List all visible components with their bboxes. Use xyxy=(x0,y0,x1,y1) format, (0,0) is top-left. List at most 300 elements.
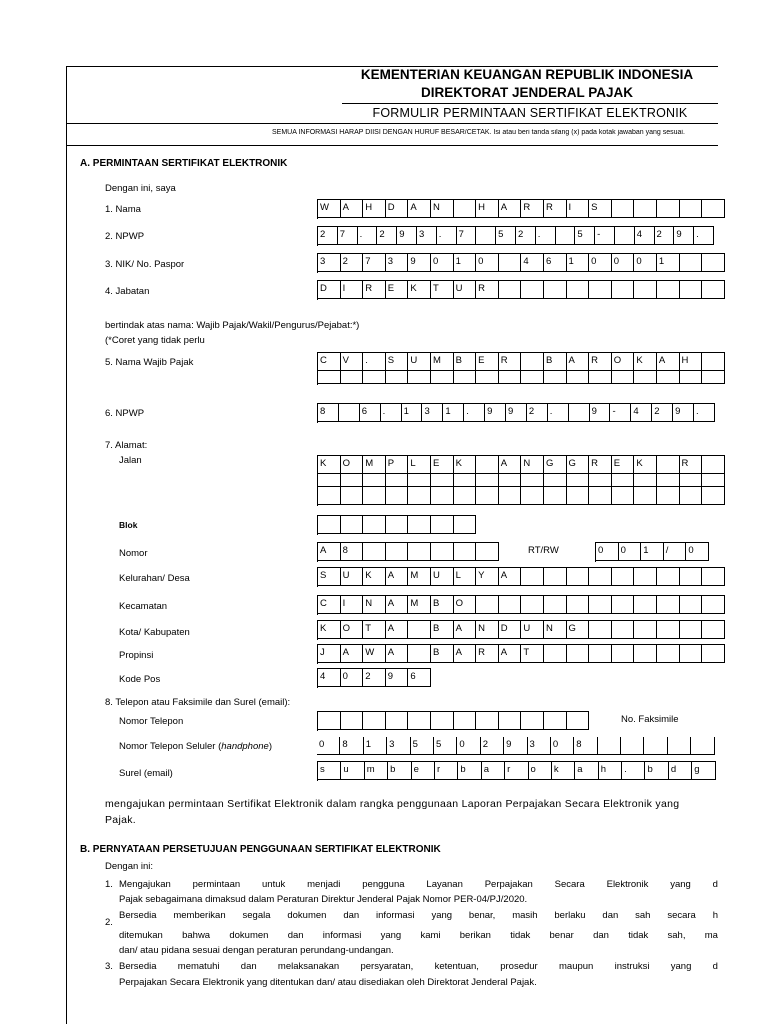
char-box[interactable] xyxy=(680,469,703,487)
char-box[interactable]: S xyxy=(589,200,612,218)
char-box[interactable]: 5 xyxy=(575,227,595,245)
char-box[interactable]: 7 xyxy=(338,227,358,245)
char-box[interactable] xyxy=(668,737,691,755)
char-box[interactable]: 9 xyxy=(590,404,611,422)
char-box[interactable] xyxy=(680,366,703,384)
char-box[interactable]: e xyxy=(412,762,435,780)
char-box[interactable]: R xyxy=(476,281,499,299)
char-box[interactable] xyxy=(634,596,657,614)
char-box[interactable]: 0 xyxy=(457,737,480,755)
char-box[interactable]: A xyxy=(499,645,522,663)
char-box[interactable]: C xyxy=(318,353,341,371)
char-box[interactable] xyxy=(476,469,499,487)
char-box[interactable]: A xyxy=(341,645,364,663)
char-box[interactable]: u xyxy=(341,762,364,780)
char-box[interactable] xyxy=(567,568,590,586)
char-box[interactable] xyxy=(431,469,454,487)
char-box[interactable]: 8 xyxy=(318,404,339,422)
char-box[interactable] xyxy=(476,366,499,384)
char-box[interactable] xyxy=(589,596,612,614)
char-box[interactable]: T xyxy=(521,645,544,663)
char-box[interactable] xyxy=(318,487,341,505)
char-box[interactable] xyxy=(598,737,621,755)
rtrw-boxes[interactable] xyxy=(595,542,709,562)
char-box[interactable]: . xyxy=(363,353,386,371)
char-box[interactable]: M xyxy=(431,353,454,371)
char-box[interactable] xyxy=(386,516,409,534)
char-box[interactable]: U xyxy=(408,353,431,371)
char-box[interactable] xyxy=(408,645,431,663)
char-box[interactable]: 3 xyxy=(422,404,443,422)
char-box[interactable]: K xyxy=(318,456,341,474)
char-box[interactable]: P xyxy=(386,456,409,474)
char-box[interactable] xyxy=(702,469,725,487)
char-box[interactable] xyxy=(680,596,703,614)
char-box[interactable] xyxy=(363,469,386,487)
char-box[interactable] xyxy=(680,200,703,218)
char-box[interactable]: G xyxy=(567,456,590,474)
char-box[interactable]: M xyxy=(363,456,386,474)
char-box[interactable]: o xyxy=(529,762,552,780)
char-box[interactable]: 0 xyxy=(686,543,709,561)
char-box[interactable]: O xyxy=(454,596,477,614)
char-box[interactable]: E xyxy=(612,456,635,474)
char-box[interactable]: S xyxy=(318,568,341,586)
char-box[interactable]: N xyxy=(544,621,567,639)
char-box[interactable] xyxy=(339,404,360,422)
char-box[interactable]: - xyxy=(610,404,631,422)
char-box[interactable]: . xyxy=(694,404,715,422)
char-box[interactable]: 8 xyxy=(341,543,364,561)
char-box[interactable] xyxy=(408,487,431,505)
char-box[interactable] xyxy=(499,469,522,487)
char-box[interactable] xyxy=(318,366,341,384)
char-box[interactable] xyxy=(680,645,703,663)
char-box[interactable] xyxy=(386,366,409,384)
char-box[interactable]: R xyxy=(589,456,612,474)
char-box[interactable]: 4 xyxy=(631,404,652,422)
char-box[interactable] xyxy=(691,737,714,755)
char-box[interactable]: S xyxy=(386,353,409,371)
char-box[interactable] xyxy=(657,568,680,586)
char-box[interactable]: K xyxy=(318,621,341,639)
char-box[interactable]: s xyxy=(318,762,341,780)
char-box[interactable]: A xyxy=(499,200,522,218)
char-box[interactable]: E xyxy=(476,353,499,371)
char-box[interactable] xyxy=(431,487,454,505)
char-box[interactable]: 2 xyxy=(652,404,673,422)
char-box[interactable]: D xyxy=(499,621,522,639)
char-box[interactable] xyxy=(612,469,635,487)
char-box[interactable] xyxy=(612,568,635,586)
char-box[interactable]: k xyxy=(552,762,575,780)
char-box[interactable] xyxy=(431,543,454,561)
char-box[interactable]: R xyxy=(544,200,567,218)
char-box[interactable]: G xyxy=(567,621,590,639)
char-box[interactable] xyxy=(386,487,409,505)
char-box[interactable]: 3 xyxy=(386,254,409,272)
char-box[interactable] xyxy=(567,645,590,663)
npwp-boxes[interactable] xyxy=(317,226,714,246)
char-box[interactable]: E xyxy=(386,281,409,299)
char-box[interactable] xyxy=(634,469,657,487)
char-box[interactable]: a xyxy=(482,762,505,780)
char-box[interactable]: 6 xyxy=(408,669,431,687)
char-box[interactable]: 0 xyxy=(596,543,619,561)
char-box[interactable] xyxy=(702,200,725,218)
char-box[interactable]: E xyxy=(431,456,454,474)
char-box[interactable] xyxy=(521,469,544,487)
char-box[interactable]: 2 xyxy=(341,254,364,272)
char-box[interactable] xyxy=(499,281,522,299)
kecamatan-boxes[interactable] xyxy=(317,595,725,615)
char-box[interactable] xyxy=(499,712,522,730)
char-box[interactable]: 5 xyxy=(496,227,516,245)
char-box[interactable] xyxy=(544,568,567,586)
char-box[interactable] xyxy=(657,200,680,218)
char-box[interactable]: 1 xyxy=(364,737,387,755)
char-box[interactable]: K xyxy=(408,281,431,299)
char-box[interactable]: K xyxy=(454,456,477,474)
char-box[interactable] xyxy=(318,516,341,534)
char-box[interactable] xyxy=(612,366,635,384)
char-box[interactable] xyxy=(476,712,499,730)
char-box[interactable] xyxy=(702,645,725,663)
char-box[interactable]: B xyxy=(544,353,567,371)
char-box[interactable]: 2 xyxy=(481,737,504,755)
char-box[interactable] xyxy=(363,487,386,505)
char-box[interactable]: h xyxy=(599,762,622,780)
char-box[interactable]: A xyxy=(657,353,680,371)
jalan-boxes-row2[interactable] xyxy=(317,469,725,488)
char-box[interactable] xyxy=(702,254,725,272)
char-box[interactable]: O xyxy=(341,456,364,474)
char-box[interactable] xyxy=(454,487,477,505)
char-box[interactable] xyxy=(680,281,703,299)
char-box[interactable] xyxy=(567,469,590,487)
char-box[interactable]: U xyxy=(431,568,454,586)
char-box[interactable] xyxy=(657,469,680,487)
nama-wp-boxes-row2[interactable] xyxy=(317,366,725,385)
char-box[interactable]: A xyxy=(567,353,590,371)
char-box[interactable] xyxy=(341,516,364,534)
char-box[interactable] xyxy=(341,487,364,505)
char-box[interactable] xyxy=(521,281,544,299)
char-box[interactable]: G xyxy=(544,456,567,474)
char-box[interactable]: C xyxy=(318,596,341,614)
char-box[interactable]: 1 xyxy=(402,404,423,422)
char-box[interactable] xyxy=(612,281,635,299)
char-box[interactable] xyxy=(408,516,431,534)
char-box[interactable]: 0 xyxy=(589,254,612,272)
char-box[interactable]: N xyxy=(476,621,499,639)
char-box[interactable]: 4 xyxy=(318,669,341,687)
char-box[interactable]: b xyxy=(458,762,481,780)
char-box[interactable]: M xyxy=(408,596,431,614)
nama-boxes[interactable] xyxy=(317,199,725,219)
char-box[interactable] xyxy=(634,200,657,218)
char-box[interactable]: 8 xyxy=(340,737,363,755)
char-box[interactable] xyxy=(657,596,680,614)
char-box[interactable]: A xyxy=(386,645,409,663)
char-box[interactable]: T xyxy=(363,621,386,639)
char-box[interactable] xyxy=(476,227,496,245)
char-box[interactable] xyxy=(521,568,544,586)
char-box[interactable] xyxy=(499,254,522,272)
char-box[interactable]: N xyxy=(363,596,386,614)
char-box[interactable] xyxy=(612,645,635,663)
char-box[interactable]: 6 xyxy=(544,254,567,272)
char-box[interactable] xyxy=(702,621,725,639)
char-box[interactable] xyxy=(363,712,386,730)
char-box[interactable]: 7 xyxy=(457,227,477,245)
char-box[interactable]: A xyxy=(386,568,409,586)
char-box[interactable]: 1 xyxy=(657,254,680,272)
char-box[interactable] xyxy=(386,543,409,561)
char-box[interactable]: B xyxy=(431,645,454,663)
char-box[interactable] xyxy=(408,366,431,384)
char-box[interactable] xyxy=(341,712,364,730)
char-box[interactable] xyxy=(702,281,725,299)
nik-boxes[interactable] xyxy=(317,253,725,273)
char-box[interactable]: 1 xyxy=(454,254,477,272)
char-box[interactable]: 2 xyxy=(363,669,386,687)
char-box[interactable]: 4 xyxy=(635,227,655,245)
char-box[interactable] xyxy=(454,712,477,730)
char-box[interactable] xyxy=(657,281,680,299)
char-box[interactable] xyxy=(544,469,567,487)
char-box[interactable] xyxy=(544,712,567,730)
char-box[interactable] xyxy=(634,487,657,505)
char-box[interactable] xyxy=(567,712,590,730)
char-box[interactable] xyxy=(657,366,680,384)
char-box[interactable]: O xyxy=(341,621,364,639)
char-box[interactable]: B xyxy=(431,596,454,614)
char-box[interactable]: 9 xyxy=(504,737,527,755)
char-box[interactable]: J xyxy=(318,645,341,663)
char-box[interactable]: A xyxy=(499,568,522,586)
char-box[interactable]: r xyxy=(435,762,458,780)
char-box[interactable]: B xyxy=(431,621,454,639)
char-box[interactable]: . xyxy=(536,227,556,245)
char-box[interactable]: W xyxy=(363,645,386,663)
char-box[interactable]: . xyxy=(622,762,645,780)
char-box[interactable]: 4 xyxy=(521,254,544,272)
char-box[interactable]: W xyxy=(318,200,341,218)
char-box[interactable]: . xyxy=(437,227,457,245)
char-box[interactable]: A xyxy=(386,621,409,639)
char-box[interactable]: 9 xyxy=(485,404,506,422)
char-box[interactable]: N xyxy=(431,200,454,218)
char-box[interactable]: R xyxy=(476,645,499,663)
char-box[interactable]: 9 xyxy=(386,669,409,687)
char-box[interactable] xyxy=(612,200,635,218)
seluler-boxes[interactable] xyxy=(317,737,715,756)
char-box[interactable]: 0 xyxy=(431,254,454,272)
jalan-boxes-row3[interactable] xyxy=(317,487,725,506)
char-box[interactable]: d xyxy=(669,762,692,780)
kelurahan-boxes[interactable] xyxy=(317,567,725,587)
char-box[interactable]: T xyxy=(431,281,454,299)
char-box[interactable] xyxy=(634,568,657,586)
char-box[interactable] xyxy=(657,487,680,505)
char-box[interactable] xyxy=(621,737,644,755)
char-box[interactable] xyxy=(341,469,364,487)
char-box[interactable]: . xyxy=(694,227,714,245)
char-box[interactable]: 3 xyxy=(318,254,341,272)
char-box[interactable] xyxy=(318,469,341,487)
char-box[interactable] xyxy=(408,621,431,639)
char-box[interactable] xyxy=(657,645,680,663)
char-box[interactable]: 5 xyxy=(411,737,434,755)
char-box[interactable]: 9 xyxy=(397,227,417,245)
char-box[interactable] xyxy=(408,712,431,730)
char-box[interactable] xyxy=(680,487,703,505)
char-box[interactable] xyxy=(634,645,657,663)
char-box[interactable] xyxy=(567,596,590,614)
char-box[interactable]: 2 xyxy=(527,404,548,422)
char-box[interactable]: g xyxy=(692,762,715,780)
char-box[interactable] xyxy=(341,366,364,384)
char-box[interactable]: / xyxy=(664,543,687,561)
char-box[interactable]: 0 xyxy=(341,669,364,687)
char-box[interactable]: 2 xyxy=(655,227,675,245)
char-box[interactable]: K xyxy=(634,456,657,474)
char-box[interactable] xyxy=(680,254,703,272)
char-box[interactable]: I xyxy=(341,596,364,614)
char-box[interactable] xyxy=(567,366,590,384)
char-box[interactable] xyxy=(454,469,477,487)
char-box[interactable] xyxy=(544,645,567,663)
blok-boxes[interactable] xyxy=(317,515,476,535)
char-box[interactable] xyxy=(634,366,657,384)
char-box[interactable] xyxy=(657,621,680,639)
char-box[interactable]: 3 xyxy=(528,737,551,755)
npwp-wp-boxes[interactable] xyxy=(317,403,715,423)
char-box[interactable] xyxy=(363,543,386,561)
kodepos-boxes[interactable] xyxy=(317,668,431,688)
char-box[interactable]: . xyxy=(381,404,402,422)
char-box[interactable]: 7 xyxy=(363,254,386,272)
char-box[interactable] xyxy=(702,568,725,586)
char-box[interactable]: 1 xyxy=(641,543,664,561)
char-box[interactable]: b xyxy=(388,762,411,780)
char-box[interactable]: O xyxy=(612,353,635,371)
kota-boxes[interactable] xyxy=(317,620,725,640)
char-box[interactable]: A xyxy=(454,645,477,663)
char-box[interactable]: 8 xyxy=(574,737,597,755)
char-box[interactable] xyxy=(499,487,522,505)
char-box[interactable] xyxy=(431,516,454,534)
char-box[interactable]: 6 xyxy=(360,404,381,422)
char-box[interactable]: I xyxy=(341,281,364,299)
char-box[interactable]: A xyxy=(386,596,409,614)
char-box[interactable] xyxy=(499,366,522,384)
char-box[interactable] xyxy=(454,366,477,384)
char-box[interactable] xyxy=(318,712,341,730)
char-box[interactable] xyxy=(589,621,612,639)
char-box[interactable]: K xyxy=(363,568,386,586)
char-box[interactable]: R xyxy=(363,281,386,299)
char-box[interactable]: I xyxy=(567,200,590,218)
char-box[interactable] xyxy=(634,621,657,639)
char-box[interactable]: 2 xyxy=(516,227,536,245)
char-box[interactable] xyxy=(556,227,576,245)
char-box[interactable] xyxy=(567,281,590,299)
char-box[interactable] xyxy=(363,516,386,534)
char-box[interactable]: Y xyxy=(476,568,499,586)
char-box[interactable] xyxy=(589,281,612,299)
char-box[interactable] xyxy=(386,469,409,487)
char-box[interactable]: U xyxy=(521,621,544,639)
char-box[interactable] xyxy=(589,645,612,663)
char-box[interactable]: 9 xyxy=(674,227,694,245)
char-box[interactable] xyxy=(363,366,386,384)
char-box[interactable] xyxy=(386,712,409,730)
char-box[interactable] xyxy=(408,543,431,561)
char-box[interactable] xyxy=(702,487,725,505)
char-box[interactable]: N xyxy=(521,456,544,474)
char-box[interactable]: 1 xyxy=(443,404,464,422)
char-box[interactable] xyxy=(644,737,667,755)
char-box[interactable] xyxy=(521,366,544,384)
char-box[interactable] xyxy=(567,487,590,505)
char-box[interactable] xyxy=(431,712,454,730)
char-box[interactable] xyxy=(476,487,499,505)
char-box[interactable] xyxy=(476,596,499,614)
char-box[interactable]: - xyxy=(595,227,615,245)
char-box[interactable]: 0 xyxy=(476,254,499,272)
propinsi-boxes[interactable] xyxy=(317,644,725,664)
char-box[interactable] xyxy=(544,596,567,614)
char-box[interactable]: M xyxy=(408,568,431,586)
char-box[interactable] xyxy=(569,404,590,422)
char-box[interactable]: 2 xyxy=(318,227,338,245)
char-box[interactable] xyxy=(589,487,612,505)
char-box[interactable]: 1 xyxy=(567,254,590,272)
char-box[interactable]: 3 xyxy=(387,737,410,755)
char-box[interactable]: 9 xyxy=(673,404,694,422)
char-box[interactable]: 2 xyxy=(377,227,397,245)
char-box[interactable]: B xyxy=(454,353,477,371)
char-box[interactable] xyxy=(702,366,725,384)
char-box[interactable]: 0 xyxy=(551,737,574,755)
char-box[interactable] xyxy=(499,596,522,614)
char-box[interactable]: 0 xyxy=(619,543,642,561)
char-box[interactable] xyxy=(454,516,477,534)
char-box[interactable]: H xyxy=(476,200,499,218)
char-box[interactable]: A xyxy=(408,200,431,218)
char-box[interactable] xyxy=(454,200,477,218)
char-box[interactable]: 0 xyxy=(317,737,340,755)
char-box[interactable]: m xyxy=(365,762,388,780)
char-box[interactable]: a xyxy=(575,762,598,780)
char-box[interactable]: A xyxy=(499,456,522,474)
char-box[interactable] xyxy=(612,596,635,614)
char-box[interactable] xyxy=(544,366,567,384)
nomor-boxes[interactable] xyxy=(317,542,499,562)
surel-boxes[interactable] xyxy=(317,761,716,781)
char-box[interactable]: L xyxy=(408,456,431,474)
char-box[interactable]: A xyxy=(454,621,477,639)
char-box[interactable]: 5 xyxy=(434,737,457,755)
char-box[interactable] xyxy=(521,596,544,614)
char-box[interactable] xyxy=(521,712,544,730)
char-box[interactable] xyxy=(544,281,567,299)
char-box[interactable] xyxy=(634,281,657,299)
char-box[interactable]: U xyxy=(341,568,364,586)
char-box[interactable]: 0 xyxy=(634,254,657,272)
